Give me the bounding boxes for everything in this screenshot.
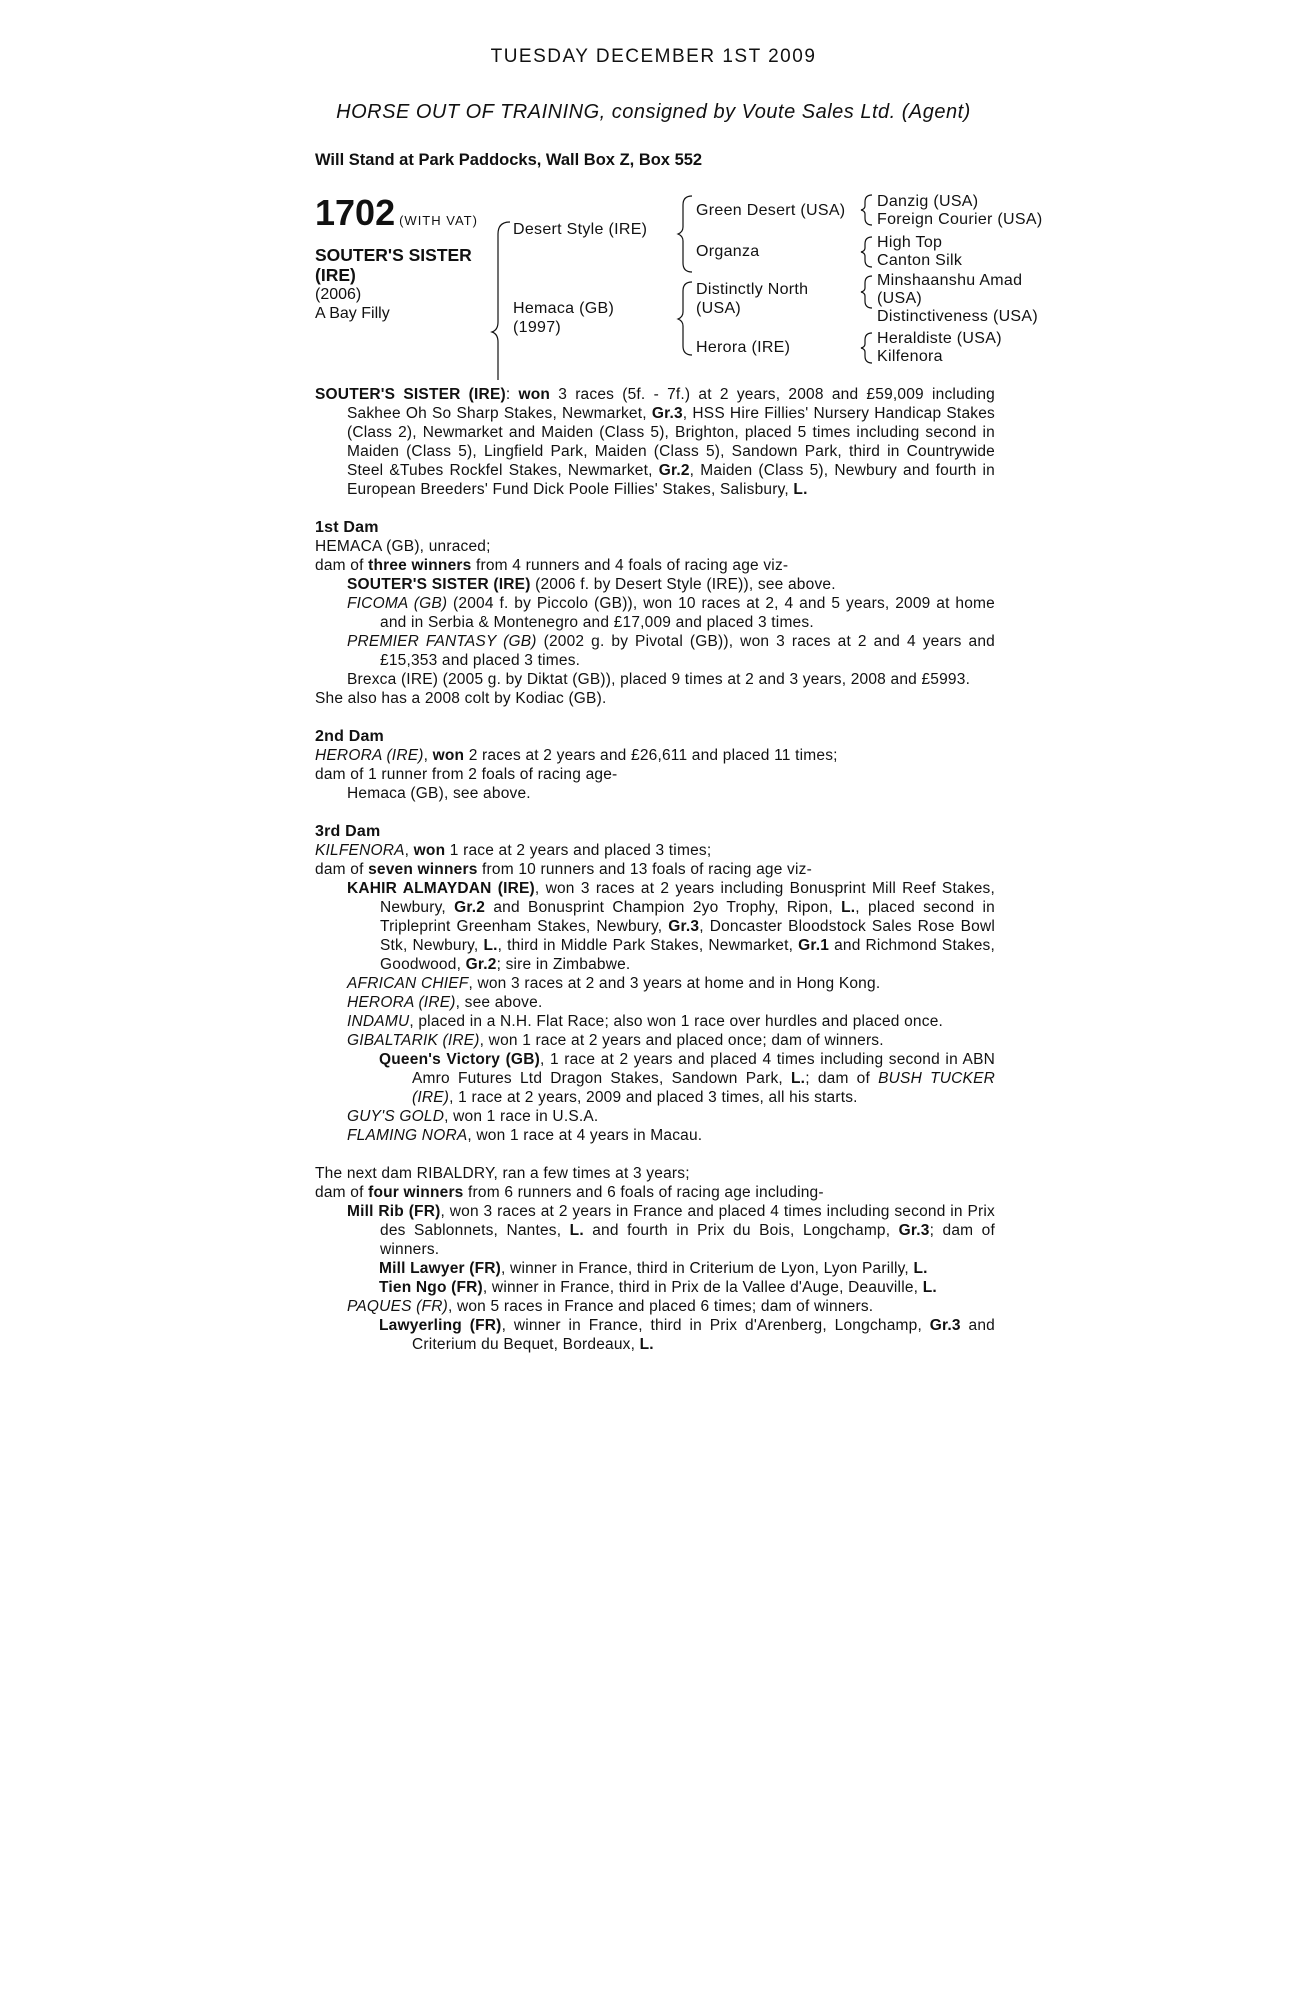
produce-entry: Queen's Victory (GB), 1 race at 2 years and placed 4 times including second in ABN Amro Futures Ltd Dragon Stakes, Sandown Park, L.; dam of BUSH TUCKER (IRE), 1 race at 2 years, 2009 and placed 3 times, all his starts. (379, 1051, 996, 1106)
pedigree-ss-sire: Danzig (USA) (877, 193, 979, 210)
second-dam-line: HERORA (IRE), won 2 races at 2 years and £26,611 and placed 11 times; (315, 747, 838, 764)
pedigree-ss-dam: Foreign Courier (USA) (877, 211, 1043, 228)
stand-location: Will Stand at Park Paddocks, Wall Box Z, Box 552 (315, 151, 703, 169)
produce-entry: Hemaca (GB), see above. (347, 785, 531, 802)
horse-description: A Bay Filly (315, 305, 390, 322)
produce-entry: HERORA (IRE), see above. (347, 994, 543, 1011)
second-dam-heading: 2nd Dam (315, 728, 384, 745)
third-dam-line: KILFENORA, won 1 race at 2 years and placed 3 times; (315, 842, 712, 859)
produce-entry: Tien Ngo (FR), winner in France, third in Prix de la Vallee d'Auge, Deauville, L. (379, 1279, 937, 1296)
horse-name-line1: SOUTER'S SISTER (315, 245, 472, 265)
produce-entry: INDAMU, placed in a N.H. Flat Race; also won 1 race over hurdles and placed once. (347, 1013, 944, 1030)
next-dam-produce-intro: dam of four winners from 6 runners and 6 foals of racing age including- (315, 1184, 824, 1201)
third-dam-produce-intro: dam of seven winners from 10 runners and 13 foals of racing age viz- (315, 861, 812, 878)
pedigree-dam-name: Hemaca (GB) (513, 300, 615, 317)
produce-entry: FLAMING NORA, won 1 race at 4 years in Macau. (347, 1127, 703, 1144)
pedigree-sire-dam: Organza (696, 243, 760, 260)
brace-gen1 (492, 222, 510, 380)
consignment-line: HORSE OUT OF TRAINING, consigned by Voute Sales Ltd. (Agent) (336, 101, 971, 123)
vat-note: (WITH VAT) (399, 213, 478, 229)
pedigree-braces (0, 0, 1307, 380)
produce-entry: Lawyerling (FR), winner in France, third in Prix d'Arenberg, Longchamp, Gr.3 and Criterium du Bequet, Bordeaux, L. (379, 1317, 996, 1353)
brace-sd (861, 237, 872, 267)
brace-dd (861, 333, 872, 363)
pedigree-dam-sire-line1: Distinctly North (696, 281, 809, 298)
next-dam-line: The next dam RIBALDRY, ran a few times at 3 years; (315, 1165, 690, 1182)
produce-entry: AFRICAN CHIEF, won 3 races at 2 and 3 years at home and in Hong Kong. (347, 975, 881, 992)
pedigree-ds-dam: Distinctiveness (USA) (877, 308, 1039, 325)
pedigree-dam-sire-line2: (USA) (696, 300, 742, 317)
race-record: SOUTER'S SISTER (IRE): won 3 races (5f. - 7f.) at 2 years, 2008 and £59,009 including Sakhee Oh So Sharp Stakes, Newmarket, Gr.3, HSS Hire Fillies' Nursery Handicap Stakes (Class 2), Newmarket and Maiden (Class 5), Brighton, placed 5 times including second in Maiden (Class 5), Lingfield Park, Maiden (Class 5), Sandown Park, third in Countrywide Steel &Tubes Rockfel Stakes, Newmarket, Gr.2, Maiden (Class 5), Newbury and fourth in European Breeders' Fund Dick Poole Fillies' Stakes, Salisbury, L. (315, 386, 995, 498)
sale-date: TUESDAY DECEMBER 1ST 2009 (490, 46, 817, 67)
produce-entry: GUY'S GOLD, won 1 race in U.S.A. (347, 1108, 599, 1125)
first-dam-heading: 1st Dam (315, 519, 379, 536)
first-dam-also: She also has a 2008 colt by Kodiac (GB). (315, 690, 607, 707)
horse-year: (2006) (315, 286, 362, 303)
produce-entry: KAHIR ALMAYDAN (IRE), won 3 races at 2 years including Bonusprint Mill Reef Stakes, Newbury, Gr.2 and Bonusprint Champion 2yo Trophy, Ripon, L., placed second in Tripleprint Greenham Stakes, Newbury, Gr.3, Doncaster Bloodstock Sales Rose Bowl Stk, Newbury, L., third in Middle Park Stakes, Newmarket, Gr.1 and Richmond Stakes, Goodwood, Gr.2; sire in Zimbabwe. (347, 880, 996, 973)
pedigree-dam-dam: Herora (IRE) (696, 339, 791, 356)
produce-entry: PAQUES (FR), won 5 races in France and placed 6 times; dam of winners. (347, 1298, 874, 1315)
brace-ds (861, 276, 872, 308)
brace-dam (678, 282, 692, 355)
pedigree-sire: Desert Style (IRE) (513, 221, 648, 238)
first-dam-line: HEMACA (GB), unraced; (315, 538, 491, 555)
produce-entry: Mill Lawyer (FR), winner in France, third in Criterium de Lyon, Lyon Parilly, L. (379, 1260, 928, 1277)
produce-entry: Brexca (IRE) (2005 g. by Diktat (GB)), placed 9 times at 2 and 3 years, 2008 and £5993. (347, 671, 971, 688)
produce-entry: PREMIER FANTASY (GB) (2002 g. by Pivotal (GB)), won 3 races at 2 and 4 years and £15,353 and placed 3 times. (347, 633, 996, 669)
pedigree-ds-sire-line2: (USA) (877, 290, 923, 307)
brace-sire (678, 196, 692, 272)
pedigree-sire-sire: Green Desert (USA) (696, 202, 846, 219)
pedigree-sd-sire: High Top (877, 234, 943, 251)
produce-entry: GIBALTARIK (IRE), won 1 race at 2 years and placed once; dam of winners. (347, 1032, 884, 1049)
pedigree-dam-year: (1997) (513, 319, 562, 336)
produce-entry: FICOMA (GB) (2004 f. by Piccolo (GB)), won 10 races at 2, 4 and 5 years, 2009 at home and in Serbia & Montenegro and £17,009 and placed 3 times. (347, 595, 995, 631)
brace-ss (861, 195, 872, 225)
pedigree-sd-dam: Canton Silk (877, 252, 963, 269)
produce-entry: SOUTER'S SISTER (IRE) (2006 f. by Desert Style (IRE)), see above. (347, 576, 836, 593)
lot-number: 1702 (315, 192, 396, 233)
third-dam-heading: 3rd Dam (315, 823, 381, 840)
second-dam-produce-intro: dam of 1 runner from 2 foals of racing age- (315, 766, 618, 783)
pedigree-ds-sire-line1: Minshaanshu Amad (877, 272, 1023, 289)
catalogue-body (315, 385, 995, 1354)
first-dam-produce-intro: dam of three winners from 4 runners and 4 foals of racing age viz- (315, 557, 789, 574)
horse-name-line2: (IRE) (315, 265, 356, 285)
pedigree-dd-dam: Kilfenora (877, 348, 943, 365)
produce-entry: Mill Rib (FR), won 3 races at 2 years in France and placed 4 times including second in Prix des Sablonnets, Nantes, L. and fourth in Prix du Bois, Longchamp, Gr.3; dam of winners. (347, 1203, 995, 1258)
pedigree-dd-sire: Heraldiste (USA) (877, 330, 1002, 347)
